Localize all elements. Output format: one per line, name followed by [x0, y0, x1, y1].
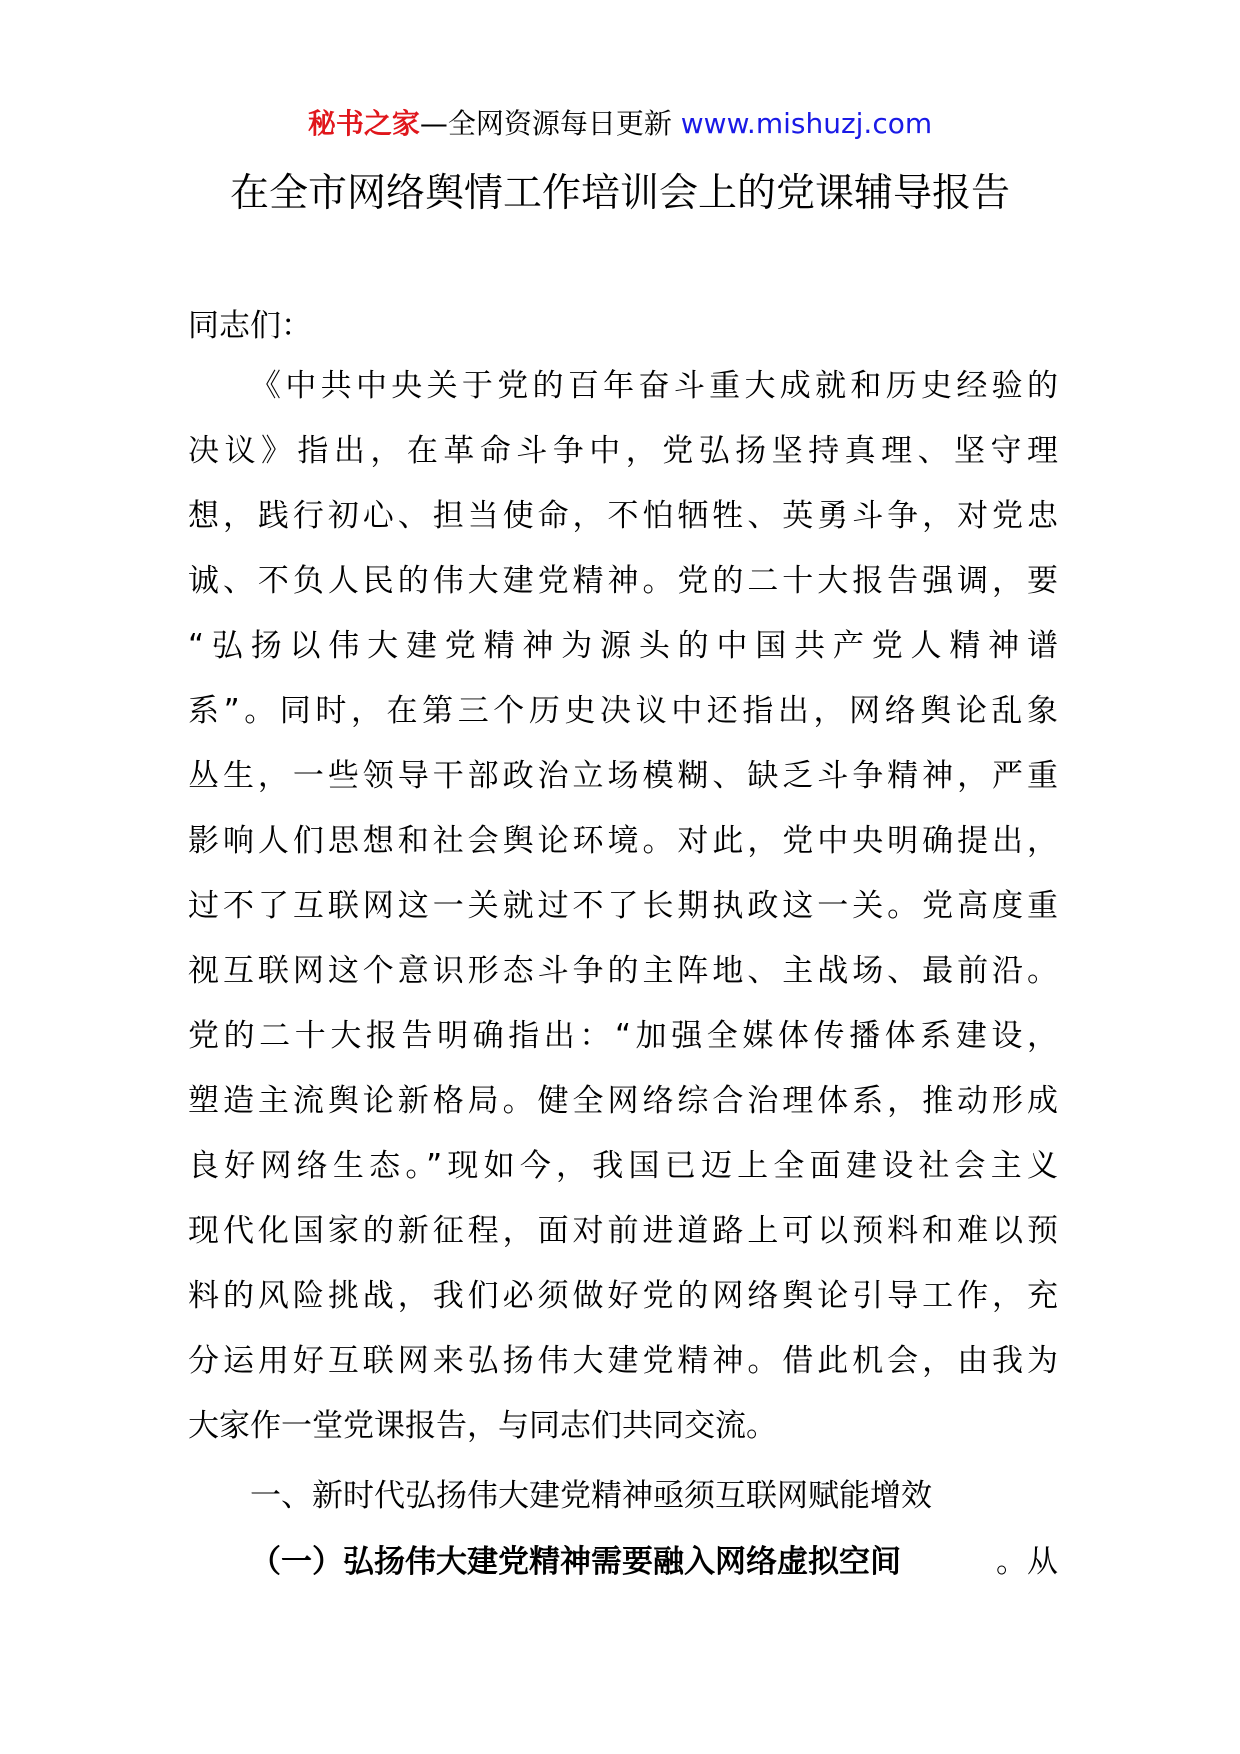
- subsection-tail-text: 。从: [996, 1544, 1058, 1580]
- paragraph-line: 视互联网这个意识形态斗争的主阵地、主战场、最前沿。: [188, 953, 1058, 989]
- subsection-heading: [250, 1530, 1058, 1595]
- paragraph-line: 诚、不负人民的伟大建党精神。党的二十大报告强调，要: [188, 563, 1058, 599]
- paragraph-line: 想，践行初心、担当使命，不怕牺牲、英勇斗争，对党忠: [188, 498, 1058, 534]
- paragraph-line: 现代化国家的新征程，面对前进道路上可以预料和难以预: [188, 1213, 1058, 1249]
- paragraph-line: 《中共中央关于党的百年奋斗重大成就和历史经验的: [250, 368, 1058, 404]
- paragraph-line: 系”。同时，在第三个历史决议中还指出，网络舆论乱象: [188, 693, 1058, 729]
- salutation: 同志们：: [188, 308, 312, 344]
- paragraph-line: 分运用好互联网来弘扬伟大建党精神。借此机会，由我为: [188, 1343, 1058, 1379]
- paragraph-line: “弘扬以伟大建党精神为源头的中国共产党人精神谱: [188, 628, 1058, 664]
- paragraph-line: 党的二十大报告明确指出：“加强全媒体传播体系建设，: [188, 1018, 1058, 1054]
- document-title: 在全市网络舆情工作培训会上的党课辅导报告: [229, 171, 1010, 216]
- section-heading: 一、新时代弘扬伟大建党精神亟须互联网赋能增效: [250, 1478, 932, 1514]
- subsection-heading-text: （一）弘扬伟大建党精神需要融入网络虚拟空间: [250, 1544, 901, 1580]
- paragraph-line: 过不了互联网这一关就过不了长期执政这一关。党高度重: [188, 888, 1058, 924]
- paragraph-line: 塑造主流舆论新格局。健全网络综合治理体系，推动形成: [188, 1083, 1058, 1119]
- intro-paragraph: [188, 354, 1058, 1459]
- paragraph-line: 决议》指出，在革命斗争中，党弘扬坚持真理、坚守理: [188, 433, 1058, 469]
- paragraph-line: 良好网络生态。”现如今，我国已迈上全面建设社会主义: [188, 1148, 1058, 1184]
- paragraph-line: 料的风险挑战，我们必须做好党的网络舆论引导工作，充: [188, 1278, 1058, 1314]
- site-header: [0, 104, 1240, 144]
- paragraph-line: 丛生，一些领导干部政治立场模糊、缺乏斗争精神，严重: [188, 758, 1058, 794]
- header-tagline: —全网资源每日更新: [419, 107, 681, 140]
- site-url: www.mishuzj.com: [680, 107, 933, 140]
- paragraph-line: 大家作一堂党课报告，与同志们共同交流。: [188, 1408, 777, 1444]
- brand-name: 秘书之家: [307, 107, 420, 140]
- paragraph-line: 影响人们思想和社会舆论环境。对此，党中央明确提出，: [188, 823, 1058, 859]
